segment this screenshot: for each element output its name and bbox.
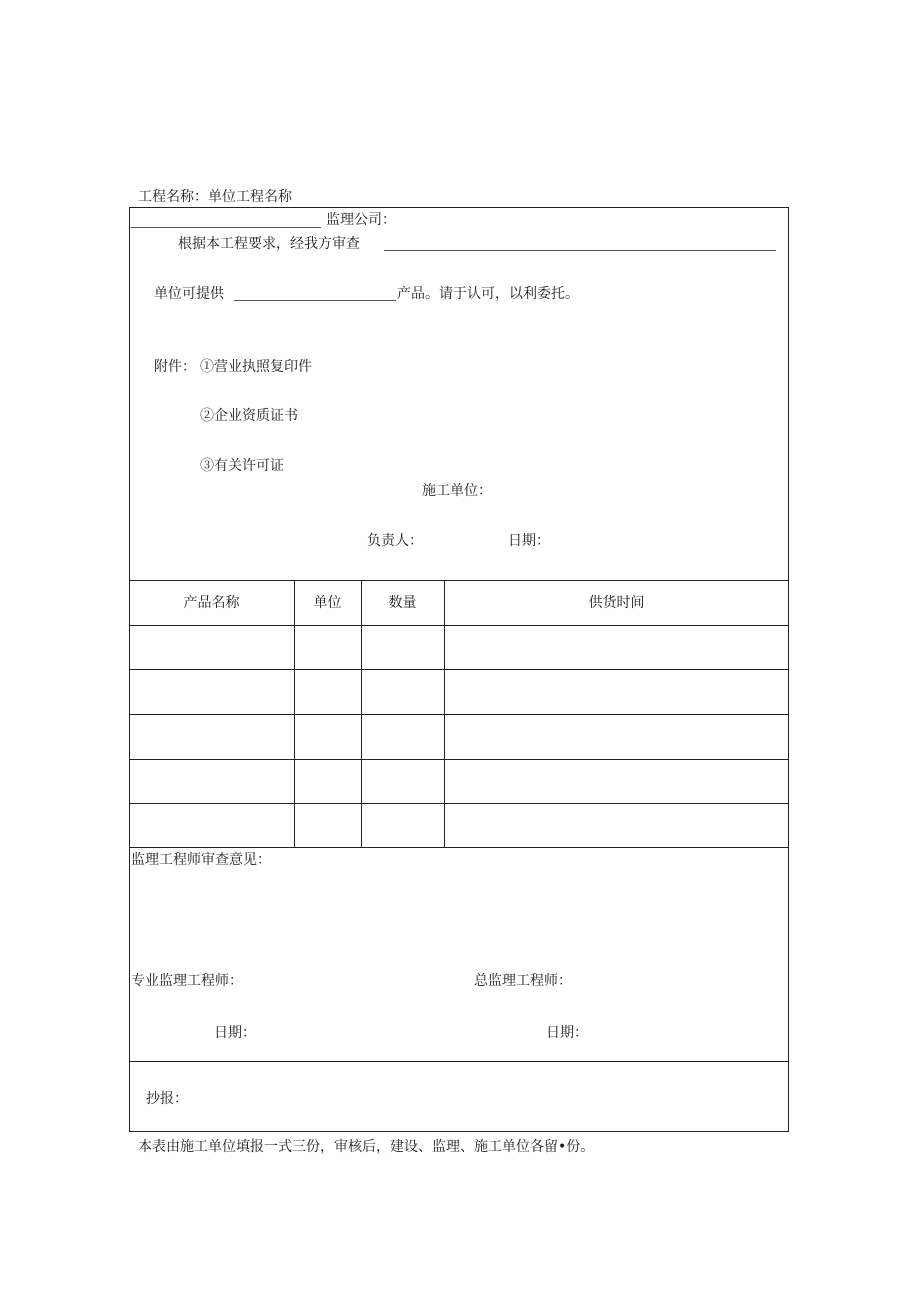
table-column-border [444,580,445,847]
attachment-item: ③有关许可证 [200,458,284,474]
table-column-border [294,580,295,847]
chief-engineer-label: 总监理工程师： [474,973,572,989]
chief-date-label: 日期： [546,1025,588,1041]
table-bottom-border [129,847,789,848]
review-blank [384,250,776,251]
attachments-label: 附件： [154,359,196,375]
attachment-item: ①营业执照复印件 [200,359,312,375]
project-name-label: 工程名称：单位工程名称 [138,189,292,205]
responsible-label: 负责人： [367,533,423,549]
specialist-date-label: 日期： [214,1025,256,1041]
specialist-engineer-label: 专业监理工程师： [131,973,243,989]
table-column-border [361,580,362,847]
header-unit: 单位 [313,595,342,611]
unit-provide-suffix: 产品。请于认可，以利委托。 [397,286,579,302]
supervisor-company-blank [131,227,321,228]
header-supply-time: 供货时间 [588,595,645,611]
table-row-border [129,759,789,760]
unit-provide-prefix: 单位可提供 [154,286,224,302]
review-opinion-label: 监理工程师审查意见： [131,852,271,868]
product-blank [234,300,396,301]
attachment-item: ②企业资质证书 [200,408,298,424]
supervisor-company-label: 监理公司： [326,212,396,228]
footer-note: 本表由施工单位填报一式三份，审核后，建设、监理、施工单位各留•份。 [138,1139,595,1155]
application-date-label: 日期： [508,533,550,549]
table-row-border [129,669,789,670]
table-top-border [129,580,789,581]
table-row-border [129,803,789,804]
header-quantity: 数量 [388,595,417,611]
table-row-border [129,625,789,626]
review-line-prefix: 根据本工程要求，经我方审查 [178,236,360,252]
copy-to-label: 抄报： [146,1091,188,1107]
table-row-border [129,714,789,715]
header-product-name: 产品名称 [183,595,240,611]
copy-section-border [129,1061,789,1062]
contractor-label: 施工单位： [422,483,492,499]
